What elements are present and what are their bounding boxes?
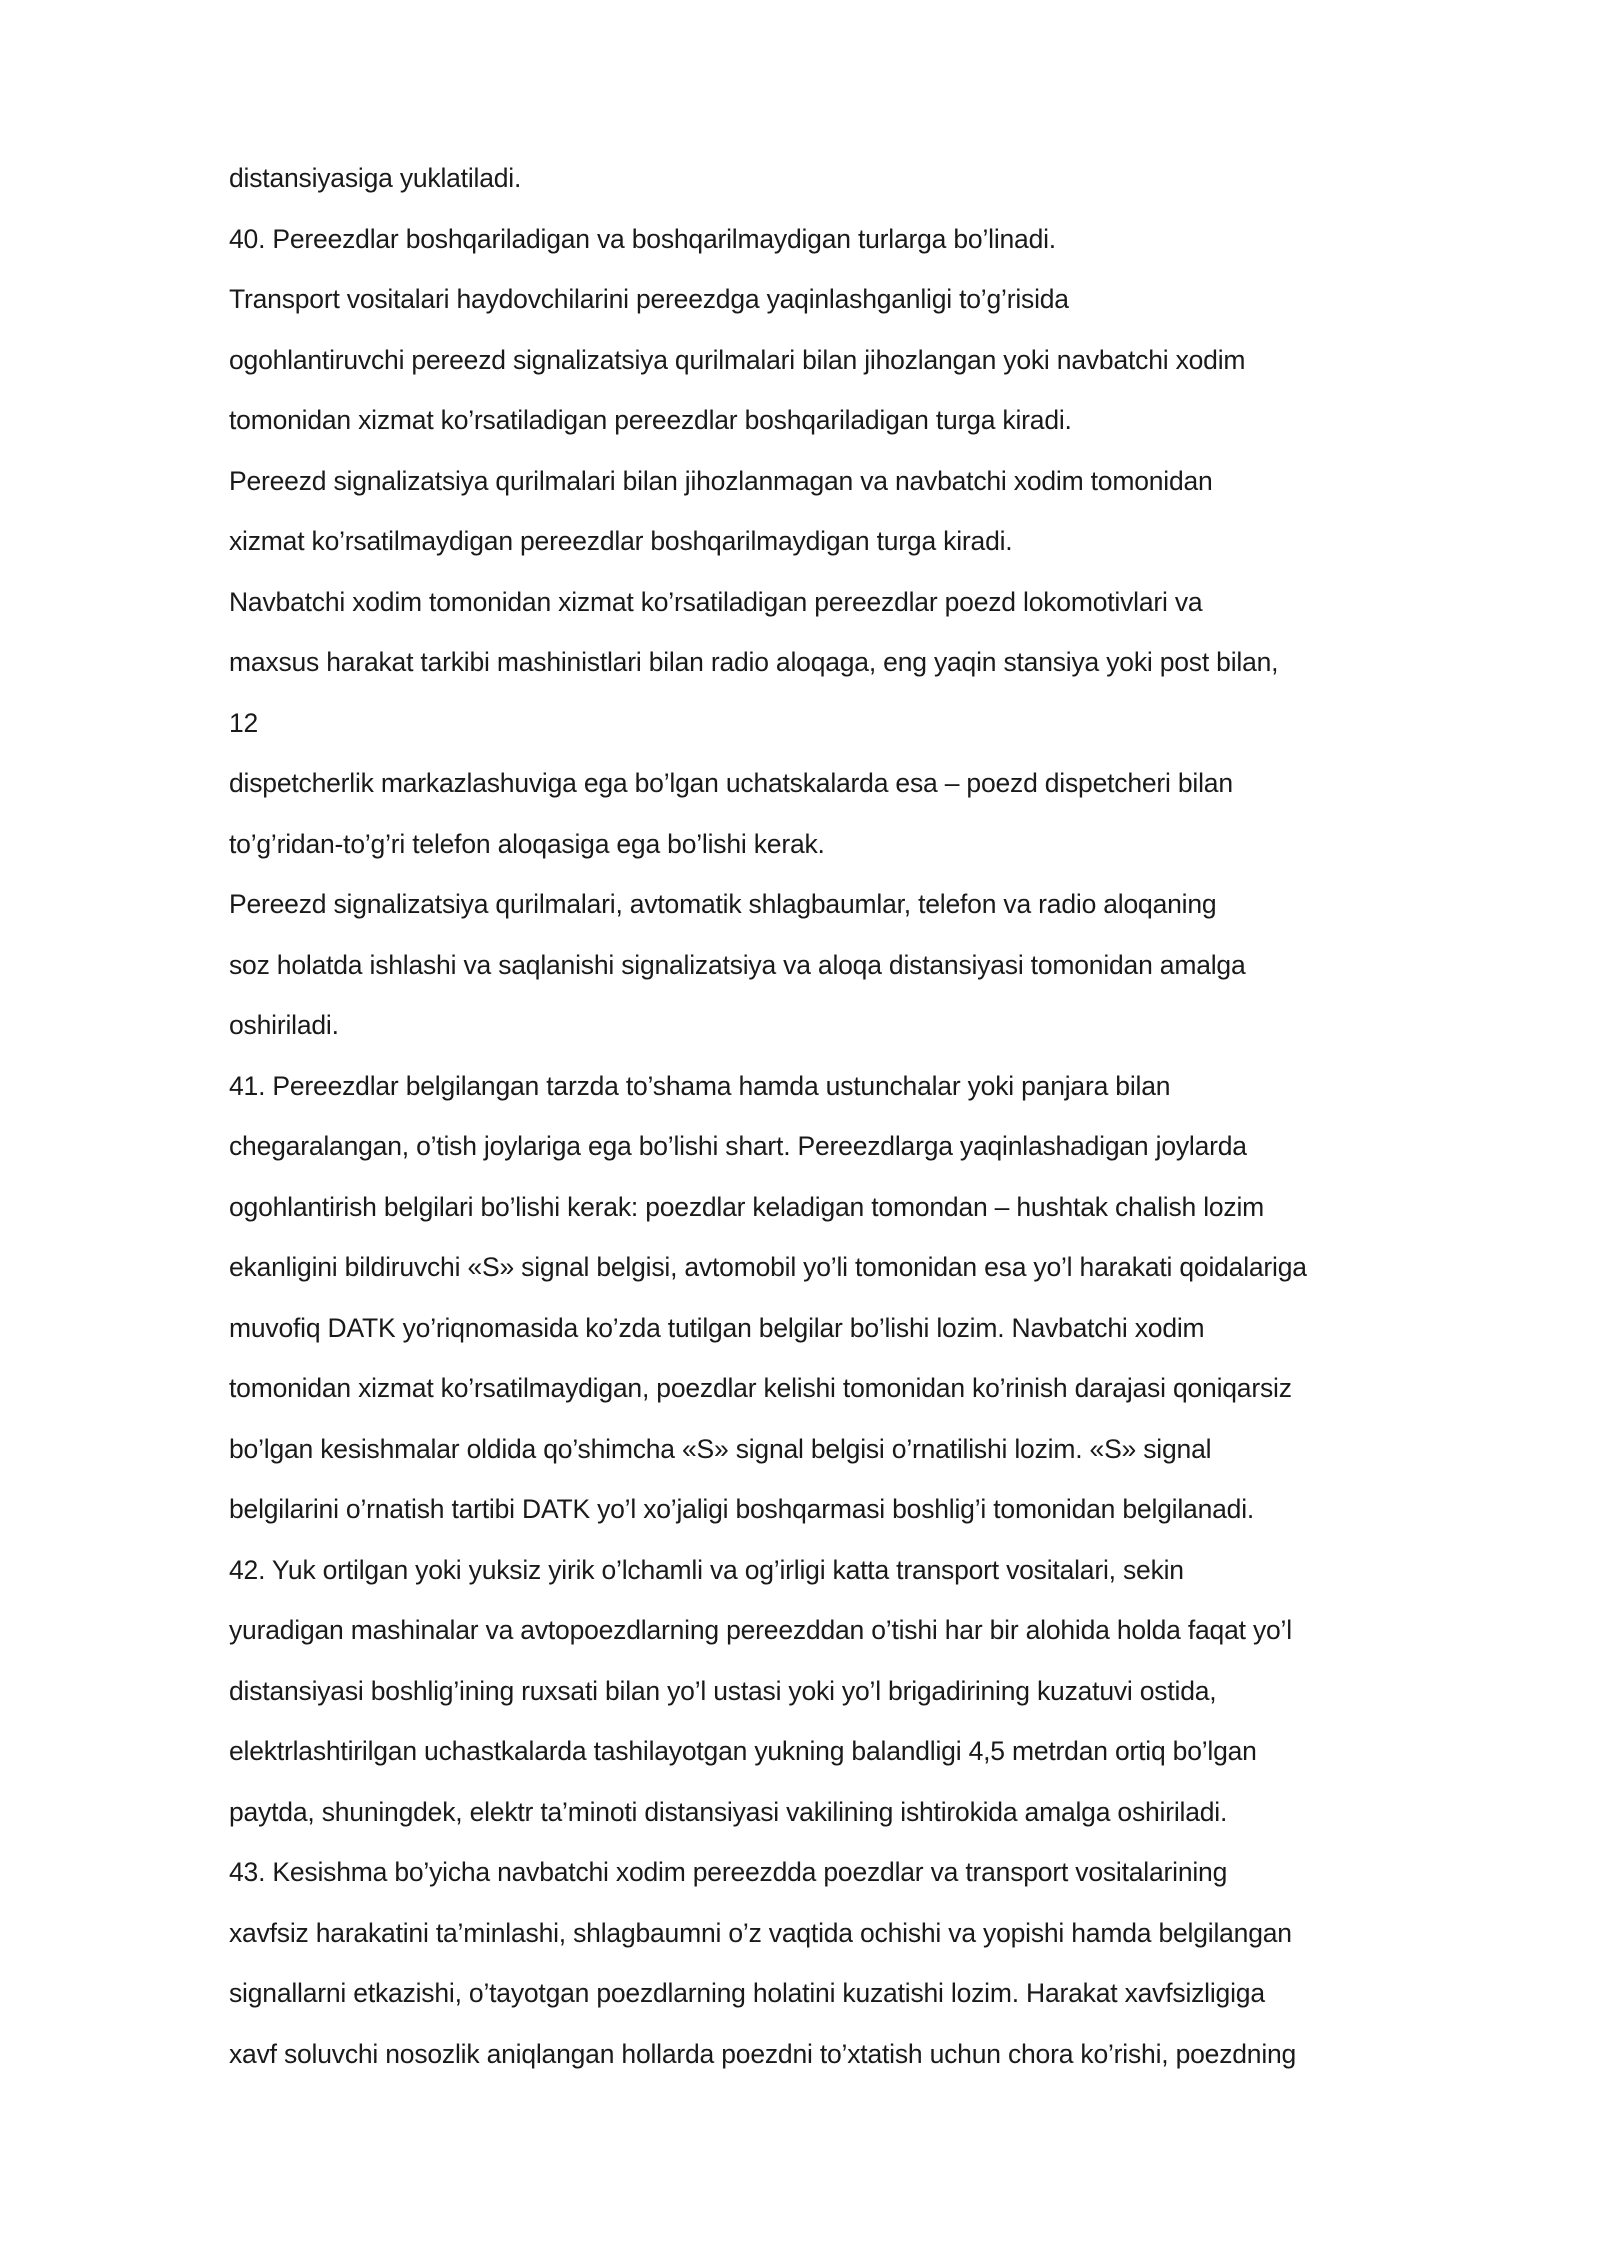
text-line: bo’lgan kesishmalar oldida qo’shimcha «S» signal belgisi o’rnatilishi lozim. «S» signal bbox=[229, 1433, 1212, 1464]
text-line: xavfsiz harakatini ta’minlashi, shlagbaumni o’z vaqtida ochishi va yopishi hamda belgilangan bbox=[229, 1917, 1292, 1948]
text-line: distansiyasi boshlig’ining ruxsati bilan yo’l ustasi yoki yo’l brigadirining kuzatuvi ostida, bbox=[229, 1675, 1217, 1706]
text-line: signallarni etkazishi, o’tayotgan poezdlarning holatini kuzatishi lozim. Harakat xavfsizligiga bbox=[229, 1978, 1265, 2008]
text-line: dispetcherlik markazlashuviga ega bo’lgan uchatskalarda esa – poezd dispetcheri bilan bbox=[229, 768, 1233, 798]
text-line: xavf soluvchi nosozlik aniqlangan hollarda poezdni to’xtatish uchun chora ko’rishi, poezdning bbox=[229, 2038, 1297, 2069]
text-line: 42. Yuk ortilgan yoki yuksiz yirik o’lchamli va og’irligi katta transport vositalari, sekin bbox=[229, 1554, 1184, 1585]
text-line: maxsus harakat tarkibi mashinistlari bilan radio aloqaga, eng yaqin stansiya yoki post bilan, bbox=[229, 647, 1279, 677]
text-line: to’g’ridan-to’g’ri telefon aloqasiga ega bo’lishi kerak. bbox=[229, 828, 825, 859]
text-line: 43. Kesishma bo’yicha navbatchi xodim pereezdda poezdlar va transport vositalarining bbox=[229, 1857, 1228, 1887]
text-line: ogohlantiruvchi pereezd signalizatsiya qurilmalari bilan jihozlangan yoki navbatchi xodim bbox=[229, 344, 1246, 375]
text-line: tomonidan xizmat ko’rsatiladigan pereezdlar boshqariladigan turga kiradi. bbox=[229, 405, 1072, 435]
text-line: oshiriladi. bbox=[229, 1010, 339, 1040]
text-line: xizmat ko’rsatilmaydigan pereezdlar boshqarilmaydigan turga kiradi. bbox=[229, 526, 1013, 556]
text-line: yuradigan mashinalar va avtopoezdlarning pereezddan o’tishi har bir alohida holda faqat yo’l bbox=[229, 1615, 1292, 1645]
page-number: 12 bbox=[229, 707, 259, 738]
text-line: ogohlantirish belgilari bo’lishi kerak: poezdlar keladigan tomondan – hushtak chalish lozim bbox=[229, 1191, 1265, 1222]
text-line: chegaralangan, o’tish joylariga ega bo’lishi shart. Pereezdlarga yaqinlashadigan joylarda bbox=[229, 1131, 1247, 1161]
text-line: distansiyasiga yuklatiladi. bbox=[229, 163, 522, 193]
text-line: 41. Pereezdlar belgilangan tarzda to’shama hamda ustunchalar yoki panjara bilan bbox=[229, 1070, 1171, 1101]
document-body bbox=[229, 148, 1409, 2084]
text-line: 40. Pereezdlar boshqariladigan va boshqarilmaydigan turlarga bo’linadi. bbox=[229, 223, 1056, 254]
text-line: Pereezd signalizatsiya qurilmalari bilan jihozlanmagan va navbatchi xodim tomonidan bbox=[229, 465, 1213, 496]
text-line: Transport vositalari haydovchilarini pereezdga yaqinlashganligi to’g’risida bbox=[229, 284, 1069, 314]
text-line: soz holatda ishlashi va saqlanishi signalizatsiya va aloqa distansiyasi tomonidan amalga bbox=[229, 949, 1246, 980]
text-line: Navbatchi xodim tomonidan xizmat ko’rsatiladigan pereezdlar poezd lokomotivlari va bbox=[229, 586, 1203, 617]
text-line: elektrlashtirilgan uchastkalarda tashilayotgan yukning balandligi 4,5 metrdan ortiq bo’lgan bbox=[229, 1736, 1257, 1766]
text-line: ekanligini bildiruvchi «S» signal belgisi, avtomobil yo’li tomonidan esa yo’l harakati qoidalariga bbox=[229, 1252, 1307, 1282]
text-line: paytda, shuningdek, elektr ta’minoti distansiyasi vakilining ishtirokida amalga oshiriladi. bbox=[229, 1796, 1228, 1827]
text-line: Pereezd signalizatsiya qurilmalari, avtomatik shlagbaumlar, telefon va radio aloqaning bbox=[229, 889, 1217, 919]
text-line: muvofiq DATK yo’riqnomasida ko’zda tutilgan belgilar bo’lishi lozim. Navbatchi xodim bbox=[229, 1312, 1205, 1343]
text-line: belgilarini o’rnatish tartibi DATK yo’l xo’jaligi boshqarmasi boshlig’i tomonidan belgilanadi. bbox=[229, 1494, 1255, 1524]
text-line: tomonidan xizmat ko’rsatilmaydigan, poezdlar kelishi tomonidan ko’rinish darajasi qoniqarsiz bbox=[229, 1373, 1292, 1403]
